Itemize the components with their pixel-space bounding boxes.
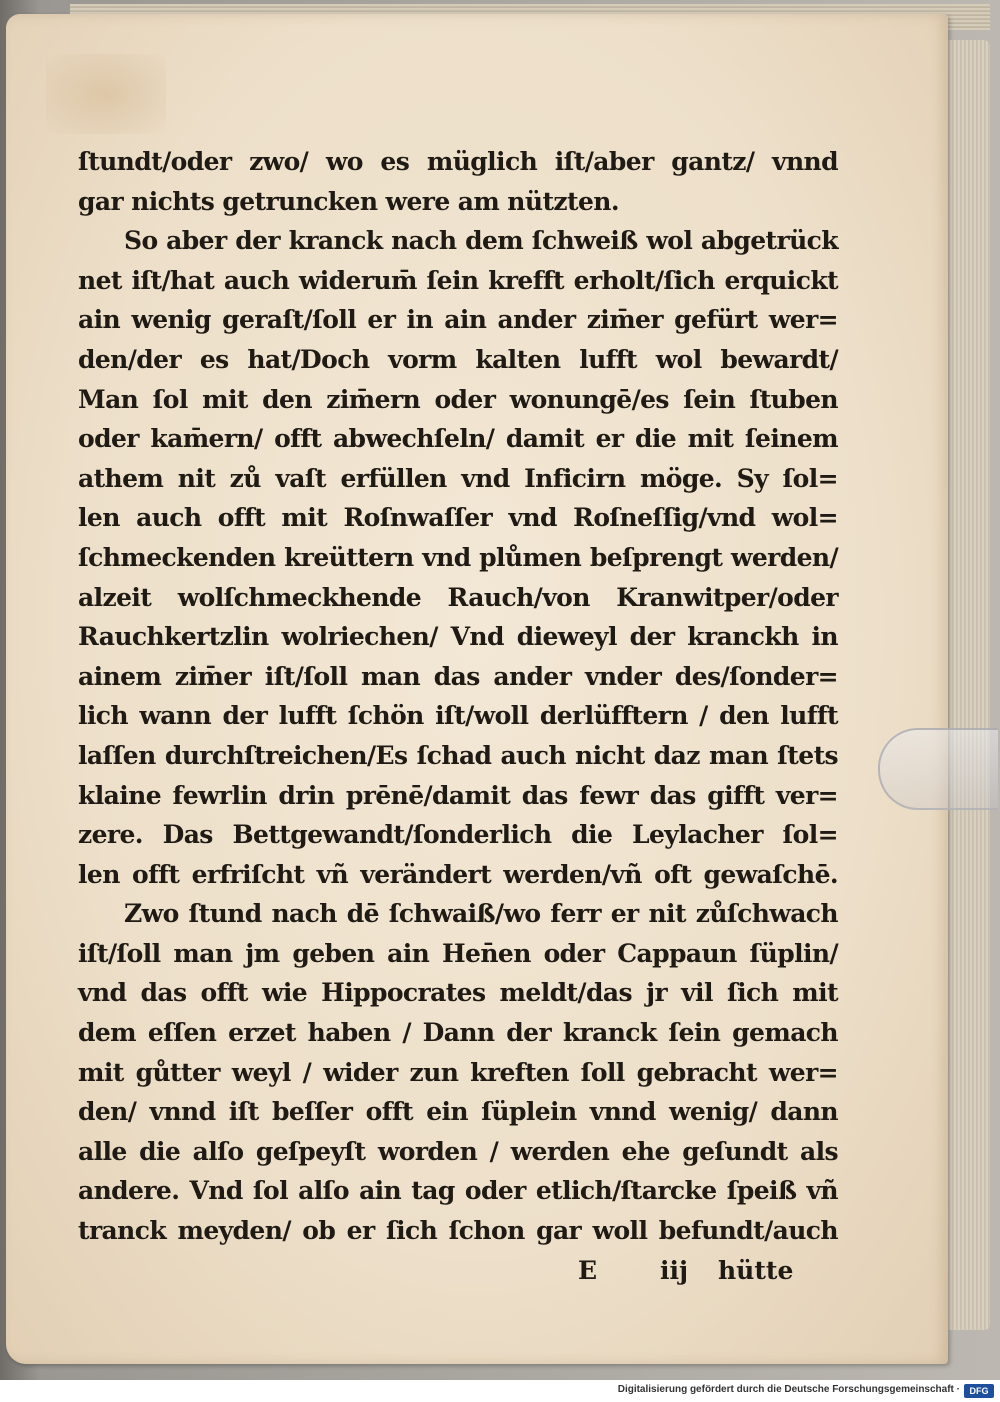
text-line: ainem zim̄er iſt/ſoll man das ander vnder des/ſonder= bbox=[78, 661, 838, 691]
text-line: len auch offt mit Roſnwaſſer vnd Roſneſſig/vnd wol= bbox=[78, 503, 838, 533]
text-line: Rauchkertzlin wolriechen/ Vnd dieweyl der kranckh in bbox=[78, 622, 838, 652]
catchword: hütte bbox=[718, 1255, 794, 1285]
text-line: ſchmeckenden kreüttern vnd plůmen beſprengt werden/ bbox=[78, 542, 838, 572]
text-line: klaine fewrlin drin prēnē/damit das fewr das gifft ver= bbox=[78, 780, 838, 810]
text-line: dem eſſen erzet haben / Dann der kranck ſein gemach bbox=[78, 1018, 838, 1048]
text-line: den/ vnnd iſt beſſer offt ein ſüplein vnnd wenig/ dann bbox=[78, 1097, 838, 1127]
text-block bbox=[78, 142, 838, 1291]
signature-mark: E bbox=[578, 1255, 598, 1285]
text-line: Man ſol mit den zim̄ern oder wonungē/es ſein ſtuben bbox=[78, 384, 838, 414]
text-line: alzeit wolſchmeckhende Rauch/von Kranwitper/oder bbox=[78, 582, 838, 612]
dfg-logo: DFG bbox=[964, 1384, 994, 1398]
text-line: Zwo ſtund nach dē ſchwaiß/wo ferr er nit zůſchwach bbox=[124, 899, 838, 929]
text-line: andere. Vnd ſol alſo ain tag oder etlich/ſtarcke ſpeiß vñ bbox=[78, 1176, 838, 1206]
text-line: len offt erfriſcht vñ verändert werden/vñ oft gewaſchē. bbox=[78, 859, 838, 889]
text-line: tranck meyden/ ob er ſich ſchon gar woll befundt/auch bbox=[78, 1216, 838, 1246]
text-line: iſt/ſoll man jm geben ain Hen̄en oder Cappaun ſüplin/ bbox=[78, 938, 838, 968]
text-line: ſtundt/oder zwo/ wo es müglich iſt/aber gantz/ vnnd bbox=[78, 147, 838, 176]
text-line: den/der es hat/Doch vorm kalten lufft wol bewardt/ bbox=[78, 344, 838, 374]
page-clip bbox=[878, 728, 998, 810]
sheet-number: iij bbox=[660, 1255, 689, 1285]
signature-line bbox=[78, 1251, 838, 1291]
text-line: vnd das offt wie Hippocrates meldt/das jr vil ſich mit bbox=[78, 978, 838, 1008]
text-line: zere. Das Bettgewandt/ſonderlich die Leylacher ſol= bbox=[78, 820, 838, 850]
book-page bbox=[6, 14, 948, 1364]
text-line: athem nit zů vaſt erfüllen vnd Inficirn möge. Sy ſol= bbox=[78, 463, 838, 493]
text-line: mit gůtter weyl / wider zun kreften ſoll gebracht wer= bbox=[78, 1057, 838, 1087]
text-line: ain wenig geraſt/ſoll er in ain ander zim̄er gefürt wer= bbox=[78, 305, 838, 335]
text-line: net iſt/hat auch widerum̄ ſein krefft erholt/ſich erquickt bbox=[78, 265, 838, 295]
text-line: alle die alſo geſpeyſt worden / werden ehe geſundt als bbox=[78, 1136, 838, 1166]
text-line: oder kam̄ern/ offt abwechſeln/ damit er die mit ſeinem bbox=[78, 424, 838, 454]
text-line: lich wann der lufft ſchön iſt/woll derlüfftern / den lufft bbox=[78, 701, 838, 731]
funding-credit: Digitalisierung gefördert durch die Deutsche Forschungsgemeinschaft · bbox=[617, 1384, 960, 1395]
text-line: So aber der kranck nach dem ſchweiß wol abgetrück bbox=[124, 226, 838, 256]
page-stain bbox=[46, 54, 166, 134]
text-line: gar nichts getruncken were am nützten. bbox=[78, 186, 619, 216]
footer-bar bbox=[0, 1380, 1000, 1402]
text-line: laſſen durchſtreichen/Es ſchad auch nicht daz man ſtets bbox=[78, 740, 838, 770]
